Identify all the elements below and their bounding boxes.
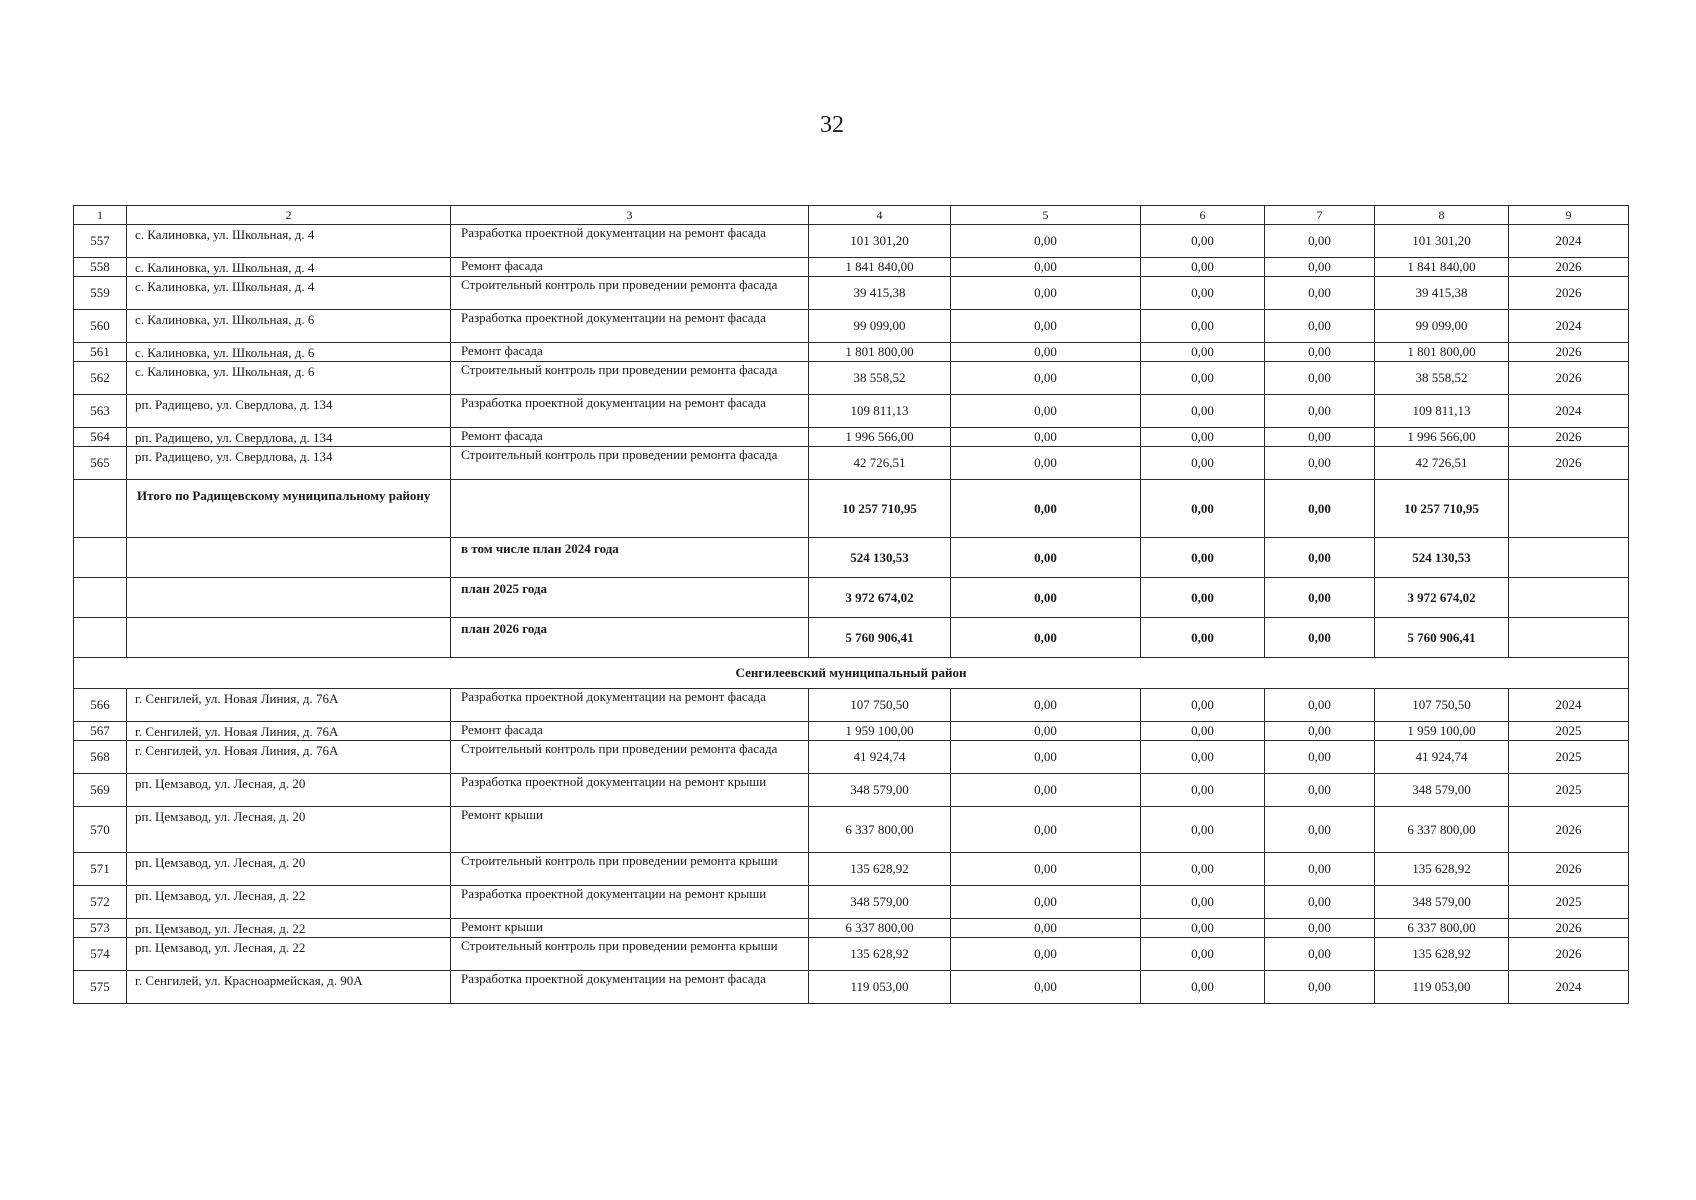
work-type-cell: Разработка проектной документации на ремонт фасада: [451, 395, 809, 428]
plan-amount-cell: 0,00: [1265, 618, 1375, 658]
amount-cell: 0,00: [951, 277, 1141, 310]
plan-year-label: план 2026 года: [451, 618, 809, 658]
plan-amount-cell: 0,00: [1141, 538, 1265, 578]
amount-cell: 0,00: [1141, 971, 1265, 1004]
total-cost-cell: 348 579,00: [809, 886, 951, 919]
year-cell: [1509, 480, 1629, 538]
amount-cell: 0,00: [951, 343, 1141, 362]
table-row: [74, 277, 1629, 310]
plan-year-label: план 2025 года: [451, 578, 809, 618]
plan-amount-cell: 0,00: [1265, 578, 1375, 618]
row-number: 575: [74, 971, 127, 1004]
row-number: 573: [74, 919, 127, 938]
amount-cell: 0,00: [951, 807, 1141, 853]
address-cell: г. Сенгилей, ул. Новая Линия, д. 76А: [127, 741, 451, 774]
column-number: 5: [951, 206, 1141, 225]
amount-cell: 107 750,50: [1375, 689, 1509, 722]
total-amount-cell: 0,00: [1141, 480, 1265, 538]
amount-cell: 39 415,38: [1375, 277, 1509, 310]
plan-amount-cell: 524 130,53: [1375, 538, 1509, 578]
plan-amount-cell: 0,00: [1265, 538, 1375, 578]
address-cell: с. Калиновка, ул. Школьная, д. 4: [127, 258, 451, 277]
work-type-cell: Ремонт крыши: [451, 919, 809, 938]
amount-cell: 1 841 840,00: [1375, 258, 1509, 277]
amount-cell: 41 924,74: [1375, 741, 1509, 774]
row-number: 567: [74, 722, 127, 741]
year-cell: 2025: [1509, 774, 1629, 807]
amount-cell: 0,00: [1141, 362, 1265, 395]
row-number: 565: [74, 447, 127, 480]
column-number: 4: [809, 206, 951, 225]
plan-amount-cell: 5 760 906,41: [1375, 618, 1509, 658]
amount-cell: 0,00: [951, 447, 1141, 480]
capital-repair-table: [73, 205, 1629, 1004]
amount-cell: 0,00: [1265, 853, 1375, 886]
amount-cell: 348 579,00: [1375, 774, 1509, 807]
amount-cell: 0,00: [1141, 258, 1265, 277]
row-number: 564: [74, 428, 127, 447]
work-type-cell: Ремонт фасада: [451, 343, 809, 362]
work-type-cell: [451, 480, 809, 538]
table-row: [74, 310, 1629, 343]
address-cell: рп. Цемзавод, ул. Лесная, д. 20: [127, 853, 451, 886]
amount-cell: 0,00: [1265, 919, 1375, 938]
address-cell: с. Калиновка, ул. Школьная, д. 6: [127, 343, 451, 362]
plan-amount-cell: 524 130,53: [809, 538, 951, 578]
year-cell: 2026: [1509, 277, 1629, 310]
amount-cell: 0,00: [951, 919, 1141, 938]
address-cell: с. Калиновка, ул. Школьная, д. 6: [127, 362, 451, 395]
address-cell: г. Сенгилей, ул. Красноармейская, д. 90А: [127, 971, 451, 1004]
plan-year-label: в том числе план 2024 года: [451, 538, 809, 578]
total-cost-cell: 41 924,74: [809, 741, 951, 774]
table-row: [74, 971, 1629, 1004]
amount-cell: 1 996 566,00: [1375, 428, 1509, 447]
amount-cell: 0,00: [1141, 225, 1265, 258]
amount-cell: 0,00: [1265, 971, 1375, 1004]
column-number: 7: [1265, 206, 1375, 225]
plan-amount-cell: 0,00: [1141, 578, 1265, 618]
work-type-cell: Строительный контроль при проведении ремонта фасада: [451, 447, 809, 480]
address-cell: с. Калиновка, ул. Школьная, д. 6: [127, 310, 451, 343]
total-amount-cell: 0,00: [951, 480, 1141, 538]
row-number: [74, 538, 127, 578]
amount-cell: 0,00: [1265, 807, 1375, 853]
row-number: 562: [74, 362, 127, 395]
amount-cell: 0,00: [1141, 938, 1265, 971]
row-number: 561: [74, 343, 127, 362]
amount-cell: 0,00: [951, 689, 1141, 722]
amount-cell: 0,00: [951, 938, 1141, 971]
total-amount-cell: 10 257 710,95: [809, 480, 951, 538]
table-row: [74, 919, 1629, 938]
year-cell: [1509, 578, 1629, 618]
table-row: [74, 886, 1629, 919]
table-row: [74, 807, 1629, 853]
amount-cell: 0,00: [951, 428, 1141, 447]
amount-cell: 0,00: [951, 741, 1141, 774]
table-row: [74, 258, 1629, 277]
amount-cell: 0,00: [1141, 807, 1265, 853]
amount-cell: 1 959 100,00: [1375, 722, 1509, 741]
row-number: [74, 480, 127, 538]
amount-cell: 0,00: [951, 722, 1141, 741]
total-cost-cell: 107 750,50: [809, 689, 951, 722]
amount-cell: 6 337 800,00: [1375, 807, 1509, 853]
amount-cell: 0,00: [1265, 774, 1375, 807]
amount-cell: 101 301,20: [1375, 225, 1509, 258]
year-cell: [1509, 538, 1629, 578]
amount-cell: 0,00: [1141, 428, 1265, 447]
year-cell: 2024: [1509, 310, 1629, 343]
amount-cell: 0,00: [951, 225, 1141, 258]
amount-cell: 0,00: [1141, 722, 1265, 741]
address-cell: рп. Цемзавод, ул. Лесная, д. 20: [127, 774, 451, 807]
work-type-cell: Разработка проектной документации на ремонт фасада: [451, 310, 809, 343]
total-cost-cell: 1 801 800,00: [809, 343, 951, 362]
amount-cell: 348 579,00: [1375, 886, 1509, 919]
amount-cell: 0,00: [1265, 722, 1375, 741]
amount-cell: 0,00: [1265, 428, 1375, 447]
year-cell: 2026: [1509, 807, 1629, 853]
row-number: [74, 578, 127, 618]
amount-cell: 0,00: [1141, 741, 1265, 774]
address-cell: г. Сенгилей, ул. Новая Линия, д. 76А: [127, 722, 451, 741]
address-cell: рп. Радищево, ул. Свердлова, д. 134: [127, 447, 451, 480]
year-cell: 2026: [1509, 853, 1629, 886]
year-cell: 2026: [1509, 343, 1629, 362]
work-type-cell: Строительный контроль при проведении ремонта крыши: [451, 853, 809, 886]
total-cost-cell: 135 628,92: [809, 853, 951, 886]
amount-cell: 135 628,92: [1375, 938, 1509, 971]
year-cell: 2026: [1509, 362, 1629, 395]
total-cost-cell: 101 301,20: [809, 225, 951, 258]
amount-cell: 0,00: [1265, 886, 1375, 919]
plan-year-row: [74, 578, 1629, 618]
table-row: [74, 722, 1629, 741]
row-number: 574: [74, 938, 127, 971]
plan-amount-cell: 0,00: [1141, 618, 1265, 658]
amount-cell: 0,00: [1265, 343, 1375, 362]
row-number: 557: [74, 225, 127, 258]
amount-cell: 119 053,00: [1375, 971, 1509, 1004]
total-cost-cell: 6 337 800,00: [809, 807, 951, 853]
work-type-cell: Строительный контроль при проведении ремонта фасада: [451, 362, 809, 395]
plan-amount-cell: 0,00: [951, 578, 1141, 618]
column-number: 6: [1141, 206, 1265, 225]
work-type-cell: Разработка проектной документации на ремонт фасада: [451, 689, 809, 722]
amount-cell: 0,00: [1265, 395, 1375, 428]
column-number: 2: [127, 206, 451, 225]
table-row: [74, 853, 1629, 886]
address-cell: с. Калиновка, ул. Школьная, д. 4: [127, 277, 451, 310]
address-cell: рп. Цемзавод, ул. Лесная, д. 22: [127, 938, 451, 971]
district-total-row: [74, 480, 1629, 538]
address-cell: рп. Радищево, ул. Свердлова, д. 134: [127, 428, 451, 447]
address-cell: рп. Радищево, ул. Свердлова, д. 134: [127, 395, 451, 428]
plan-amount-cell: 3 972 674,02: [1375, 578, 1509, 618]
column-numbers-row: [74, 206, 1629, 225]
amount-cell: 0,00: [1141, 774, 1265, 807]
amount-cell: 0,00: [1265, 258, 1375, 277]
address-cell: рп. Цемзавод, ул. Лесная, д. 22: [127, 919, 451, 938]
column-number: 8: [1375, 206, 1509, 225]
amount-cell: 0,00: [1141, 853, 1265, 886]
amount-cell: 0,00: [1141, 919, 1265, 938]
total-cost-cell: 119 053,00: [809, 971, 951, 1004]
amount-cell: 0,00: [1141, 886, 1265, 919]
address-cell: с. Калиновка, ул. Школьная, д. 4: [127, 225, 451, 258]
row-number: 569: [74, 774, 127, 807]
total-cost-cell: 135 628,92: [809, 938, 951, 971]
table-row: [74, 447, 1629, 480]
address-cell: г. Сенгилей, ул. Новая Линия, д. 76А: [127, 689, 451, 722]
total-cost-cell: 6 337 800,00: [809, 919, 951, 938]
amount-cell: 42 726,51: [1375, 447, 1509, 480]
amount-cell: 99 099,00: [1375, 310, 1509, 343]
plan-amount-cell: 0,00: [951, 618, 1141, 658]
amount-cell: 0,00: [951, 853, 1141, 886]
column-number: 9: [1509, 206, 1629, 225]
row-number: 563: [74, 395, 127, 428]
table-row: [74, 395, 1629, 428]
work-type-cell: Ремонт фасада: [451, 258, 809, 277]
column-number: 1: [74, 206, 127, 225]
table-row: [74, 774, 1629, 807]
total-cost-cell: 1 959 100,00: [809, 722, 951, 741]
year-cell: 2026: [1509, 447, 1629, 480]
amount-cell: 0,00: [1141, 343, 1265, 362]
amount-cell: 0,00: [1141, 447, 1265, 480]
work-type-cell: Ремонт фасада: [451, 722, 809, 741]
amount-cell: 0,00: [1141, 277, 1265, 310]
amount-cell: 6 337 800,00: [1375, 919, 1509, 938]
amount-cell: 0,00: [951, 362, 1141, 395]
amount-cell: 0,00: [1141, 395, 1265, 428]
total-cost-cell: 38 558,52: [809, 362, 951, 395]
amount-cell: 0,00: [951, 310, 1141, 343]
address-cell: [127, 538, 451, 578]
plan-year-row: [74, 618, 1629, 658]
year-cell: 2025: [1509, 886, 1629, 919]
plan-amount-cell: 5 760 906,41: [809, 618, 951, 658]
work-type-cell: Ремонт крыши: [451, 807, 809, 853]
row-number: [74, 618, 127, 658]
address-cell: рп. Цемзавод, ул. Лесная, д. 22: [127, 886, 451, 919]
total-cost-cell: 348 579,00: [809, 774, 951, 807]
amount-cell: 0,00: [1265, 447, 1375, 480]
amount-cell: 0,00: [1265, 310, 1375, 343]
table-row: [74, 938, 1629, 971]
amount-cell: 0,00: [1265, 938, 1375, 971]
year-cell: 2024: [1509, 225, 1629, 258]
total-amount-cell: 0,00: [1265, 480, 1375, 538]
work-type-cell: Разработка проектной документации на ремонт фасада: [451, 225, 809, 258]
work-type-cell: Ремонт фасада: [451, 428, 809, 447]
total-cost-cell: 39 415,38: [809, 277, 951, 310]
year-cell: 2026: [1509, 428, 1629, 447]
row-number: 559: [74, 277, 127, 310]
work-type-cell: Строительный контроль при проведении ремонта фасада: [451, 277, 809, 310]
amount-cell: 0,00: [1265, 225, 1375, 258]
amount-cell: 0,00: [1265, 362, 1375, 395]
plan-year-row: [74, 538, 1629, 578]
amount-cell: 0,00: [1265, 277, 1375, 310]
total-cost-cell: 1 996 566,00: [809, 428, 951, 447]
amount-cell: 0,00: [1141, 689, 1265, 722]
year-cell: 2026: [1509, 258, 1629, 277]
amount-cell: 0,00: [1141, 310, 1265, 343]
column-number: 3: [451, 206, 809, 225]
district-header: Сенгилеевский муниципальный район: [74, 658, 1629, 689]
year-cell: 2025: [1509, 722, 1629, 741]
year-cell: 2024: [1509, 689, 1629, 722]
work-type-cell: Разработка проектной документации на ремонт крыши: [451, 774, 809, 807]
row-number: 570: [74, 807, 127, 853]
year-cell: 2026: [1509, 919, 1629, 938]
page-number: 32: [820, 112, 844, 138]
total-cost-cell: 99 099,00: [809, 310, 951, 343]
amount-cell: 0,00: [951, 395, 1141, 428]
table-row: [74, 225, 1629, 258]
row-number: 568: [74, 741, 127, 774]
row-number: 572: [74, 886, 127, 919]
table-row: [74, 428, 1629, 447]
row-number: 566: [74, 689, 127, 722]
total-cost-cell: 42 726,51: [809, 447, 951, 480]
amount-cell: 0,00: [951, 886, 1141, 919]
table-row: [74, 689, 1629, 722]
total-amount-cell: 10 257 710,95: [1375, 480, 1509, 538]
work-type-cell: Строительный контроль при проведении ремонта фасада: [451, 741, 809, 774]
amount-cell: 135 628,92: [1375, 853, 1509, 886]
row-number: 560: [74, 310, 127, 343]
district-header-row: [74, 658, 1629, 689]
amount-cell: 1 801 800,00: [1375, 343, 1509, 362]
plan-amount-cell: 3 972 674,02: [809, 578, 951, 618]
year-cell: 2024: [1509, 395, 1629, 428]
year-cell: [1509, 618, 1629, 658]
table-row: [74, 343, 1629, 362]
work-type-cell: Строительный контроль при проведении ремонта крыши: [451, 938, 809, 971]
plan-amount-cell: 0,00: [951, 538, 1141, 578]
amount-cell: 109 811,13: [1375, 395, 1509, 428]
year-cell: 2025: [1509, 741, 1629, 774]
amount-cell: 0,00: [1265, 689, 1375, 722]
amount-cell: 38 558,52: [1375, 362, 1509, 395]
row-number: 571: [74, 853, 127, 886]
address-cell: [127, 618, 451, 658]
total-cost-cell: 1 841 840,00: [809, 258, 951, 277]
work-type-cell: Разработка проектной документации на ремонт крыши: [451, 886, 809, 919]
amount-cell: 0,00: [1265, 741, 1375, 774]
address-cell: [127, 578, 451, 618]
table-row: [74, 362, 1629, 395]
year-cell: 2026: [1509, 938, 1629, 971]
amount-cell: 0,00: [951, 971, 1141, 1004]
amount-cell: 0,00: [951, 774, 1141, 807]
row-number: 558: [74, 258, 127, 277]
table-row: [74, 741, 1629, 774]
work-type-cell: Разработка проектной документации на ремонт фасада: [451, 971, 809, 1004]
amount-cell: 0,00: [951, 258, 1141, 277]
total-cost-cell: 109 811,13: [809, 395, 951, 428]
address-cell: рп. Цемзавод, ул. Лесная, д. 20: [127, 807, 451, 853]
year-cell: 2024: [1509, 971, 1629, 1004]
district-total-label: Итого по Радищевскому муниципальному району: [127, 480, 451, 538]
